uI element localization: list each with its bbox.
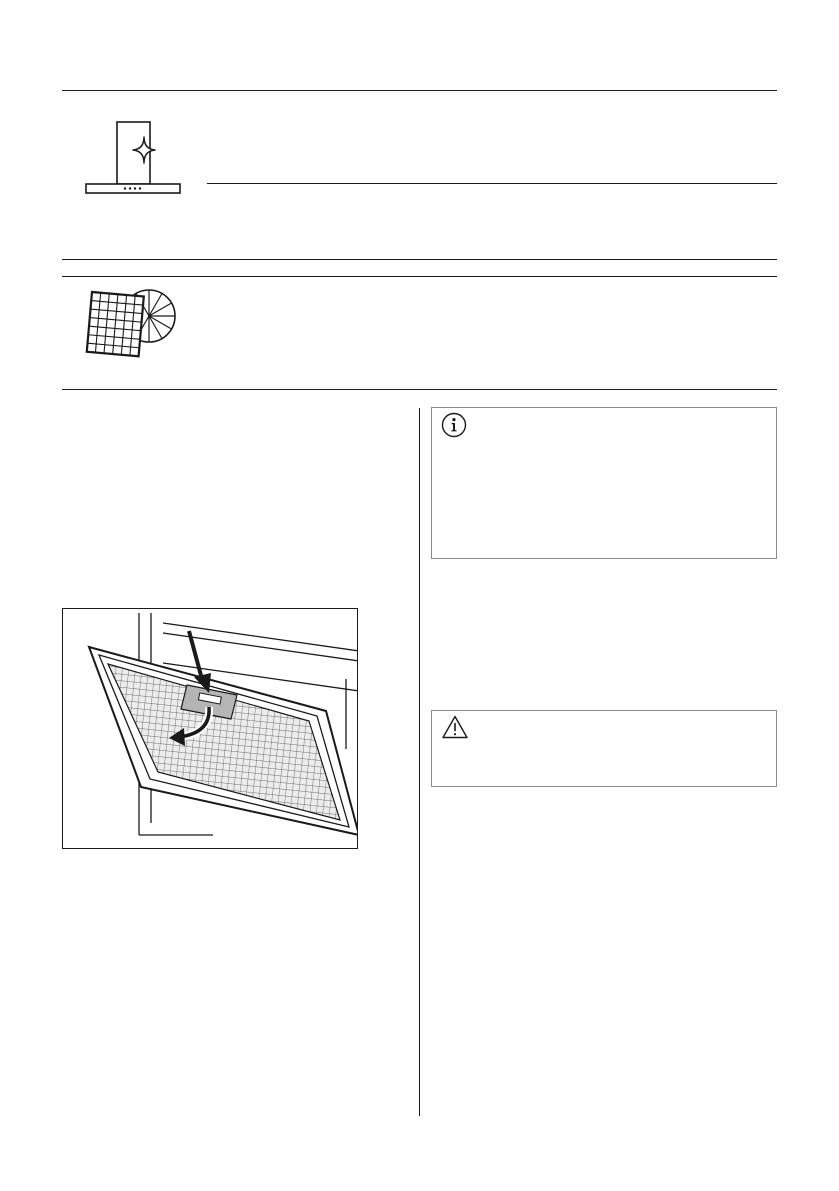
column-divider — [419, 408, 420, 1116]
cooker-hood-sparkle-icon — [84, 120, 182, 196]
section-rule-1 — [62, 259, 777, 260]
filter-removal-illustration — [62, 608, 358, 849]
info-box — [431, 407, 777, 559]
section-rule-3 — [62, 389, 777, 390]
icon-rule-short — [207, 183, 777, 184]
grease-filter-fan-icon — [80, 284, 180, 364]
section-rule-2 — [62, 276, 777, 277]
warning-box — [431, 710, 777, 787]
warning-triangle-icon — [441, 714, 469, 740]
top-rule — [62, 90, 777, 91]
info-icon — [440, 411, 468, 439]
filter-illustration-graphic — [63, 609, 358, 849]
